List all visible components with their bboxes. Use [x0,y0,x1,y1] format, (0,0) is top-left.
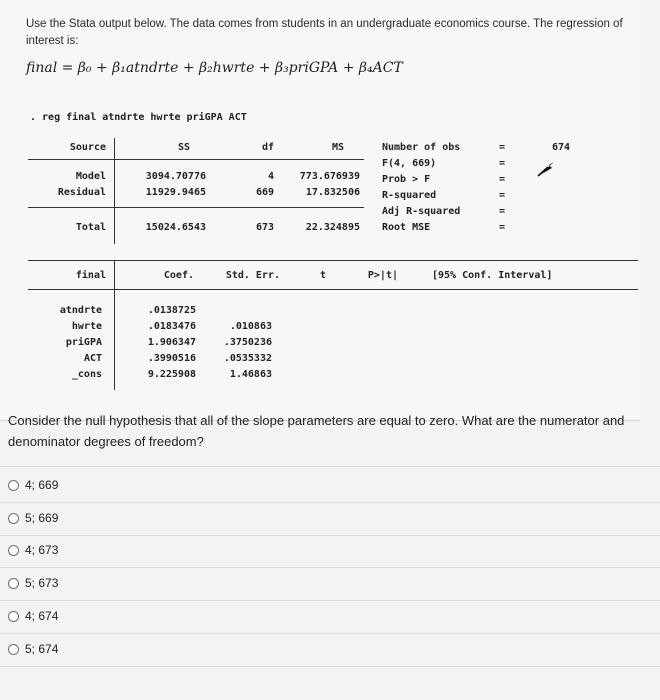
coef-header-coef: Coef. [163,270,194,281]
coef-row-prigpa-var: priGPA [65,337,102,348]
anova-row-total-source: Total [75,222,106,233]
answer-option-3[interactable] [8,539,58,561]
anova-row-model-source: Model [75,171,106,182]
option-label: 4; 673 [25,543,59,557]
question-separator [0,466,660,467]
option-separator [0,535,660,536]
option-separator [0,600,660,601]
coef-row-atndrte-coef: .0138725 [147,305,196,316]
option-separator [0,502,660,503]
anova-row-model-ss: 3094.70776 [145,171,206,182]
coef-header-ci: [95% Conf. Interval] [432,270,553,281]
option-label: 5; 674 [25,642,59,656]
answer-option-6[interactable] [8,638,58,660]
coef-row-prigpa-coef: 1.906347 [147,337,196,348]
option-label: 4; 669 [25,478,59,492]
coef-row-act-var: ACT [83,353,102,364]
anova-row-residual-df: 669 [255,187,274,198]
coef-header-p: P>|t| [367,270,398,281]
coef-header-t: t [319,270,326,281]
coef-row-cons-se: 1.46863 [229,369,272,380]
coef-header-rule [28,289,638,290]
option-label: 5; 669 [25,511,59,525]
answer-option-1[interactable] [8,474,58,496]
stat-eq-2: = [499,158,506,169]
coef-row-cons-coef: 9.225908 [147,369,196,380]
question-text: Consider the null hypothesis that all of the slope parameters are equal to zero. What are the numerator and denominator degrees of freedom? [8,413,625,449]
answer-option-5[interactable] [8,605,58,627]
stata-command: . reg final atndrte hwrte priGPA ACT [30,112,247,123]
radio-button[interactable] [8,611,19,622]
answer-option-2[interactable] [8,507,58,529]
stat-eq-1: = [499,142,506,153]
coef-row-cons-var: _cons [71,369,102,380]
coef-row-hwrte-coef: .0183476 [147,321,196,332]
mouse-cursor-icon [536,160,556,178]
radio-button[interactable] [8,644,19,655]
radio-button[interactable] [8,578,19,589]
coef-row-act-coef: .3990516 [147,353,196,364]
anova-row-total-ms: 22.324895 [305,222,360,233]
stat-label-rootmse: Root MSE [382,222,431,233]
regression-formula: final = β₀ + β₁atndrte + β₂hwrte + β₃priGPA + β₄ACT [26,60,403,76]
stat-label-adjrsq: Adj R-squared [382,206,461,217]
option-separator [0,666,660,667]
coef-row-prigpa-se: .3750236 [223,337,272,348]
stat-eq-5: = [499,206,506,217]
anova-divider [114,138,115,244]
intro-text: Use the Stata output below. The data comes from students in an undergraduate economics course. The regression of interest is: [26,18,623,47]
option-label: 5; 673 [25,576,59,590]
anova-total-rule [28,207,364,208]
coef-row-hwrte-var: hwrte [71,321,102,332]
radio-button[interactable] [8,480,19,491]
coef-top-rule [28,260,638,261]
stat-eq-4: = [499,190,506,201]
anova-row-model-df: 4 [267,171,274,182]
stat-value-nobs: 674 [552,142,571,153]
anova-row-total-df: 673 [255,222,274,233]
anova-row-residual-ms: 17.832506 [305,187,360,198]
stat-eq-3: = [499,174,506,185]
anova-header-rule [28,159,364,160]
coef-row-atndrte-var: atndrte [59,305,102,316]
coef-row-hwrte-se: .010863 [229,321,272,332]
anova-header-source: Source [69,142,106,153]
radio-button[interactable] [8,545,19,556]
stat-label-f: F(4, 669) [382,158,437,169]
anova-row-residual-ss: 11929.9465 [145,187,206,198]
radio-button[interactable] [8,513,19,524]
stat-eq-6: = [499,222,506,233]
anova-header-ss: SS [177,142,190,153]
anova-header-ms: MS [331,142,344,153]
stat-label-rsq: R-squared [382,190,437,201]
anova-row-total-ss: 15024.6543 [145,222,206,233]
option-separator [0,633,660,634]
coef-header-se: Std. Err. [225,270,280,281]
anova-header-df: df [261,142,274,153]
answer-option-4[interactable] [8,572,58,594]
stat-label-probf: Prob > F [382,174,431,185]
anova-row-residual-source: Residual [57,187,106,198]
option-label: 4; 674 [25,609,59,623]
stat-label-nobs: Number of obs [382,142,461,153]
coef-header-var: final [75,270,106,281]
coef-divider [114,260,115,390]
option-separator [0,567,660,568]
anova-row-model-ms: 773.676939 [299,171,360,182]
coef-row-act-se: .0535332 [223,353,272,364]
